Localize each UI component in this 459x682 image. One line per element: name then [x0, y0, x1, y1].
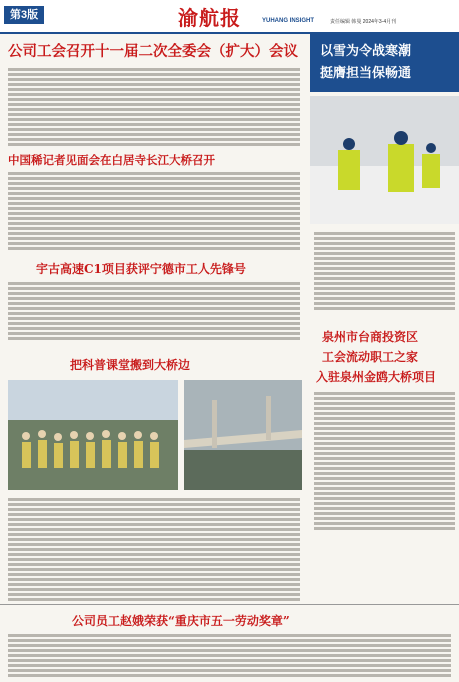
section-divider	[0, 604, 459, 605]
masthead-title: 渝航报	[178, 6, 241, 30]
right-article-body-2	[314, 390, 455, 532]
section-label: YUHANG INSIGHT	[262, 18, 315, 24]
right-column	[310, 34, 459, 682]
right-article-body-1	[314, 230, 455, 312]
snow-photo	[310, 96, 459, 224]
article-title-3: 宇古高速C1项目获评宁德市工人先锋号	[36, 262, 246, 276]
article-title-2: 中国稀记者见面会在白居寺长江大桥召开	[8, 153, 215, 167]
page-number-badge: 第3版	[4, 6, 44, 24]
article-body-5	[8, 632, 451, 679]
article-body-4	[8, 496, 300, 603]
article-body-1	[8, 66, 300, 148]
right-title-4: 工会流动职工之家	[322, 350, 419, 364]
issue-meta: 责任编辑 韩曼 2024年3-4月刊	[330, 19, 397, 25]
left-column	[0, 34, 308, 682]
right-title-2: 挺膺担当保畅通	[320, 66, 412, 81]
article-title-5: 公司员工赵娥荣获“重庆市五一劳动奖章”	[72, 614, 290, 628]
right-title-5: 入驻泉州金鸥大桥项目	[316, 370, 437, 384]
article-body-2	[8, 170, 300, 252]
masthead-bar	[0, 0, 459, 34]
right-title-1: 以雪为令战寒潮	[320, 44, 412, 59]
article-title-4: 把科普课堂搬到大桥边	[70, 358, 191, 372]
article-body-3	[8, 280, 300, 342]
article-title-1: 公司工会召开十一届二次全委会（扩大）会议	[8, 43, 298, 60]
bridge-photo	[184, 380, 302, 490]
science-class-photo	[8, 380, 178, 490]
right-title-3: 泉州市台商投资区	[322, 330, 419, 344]
